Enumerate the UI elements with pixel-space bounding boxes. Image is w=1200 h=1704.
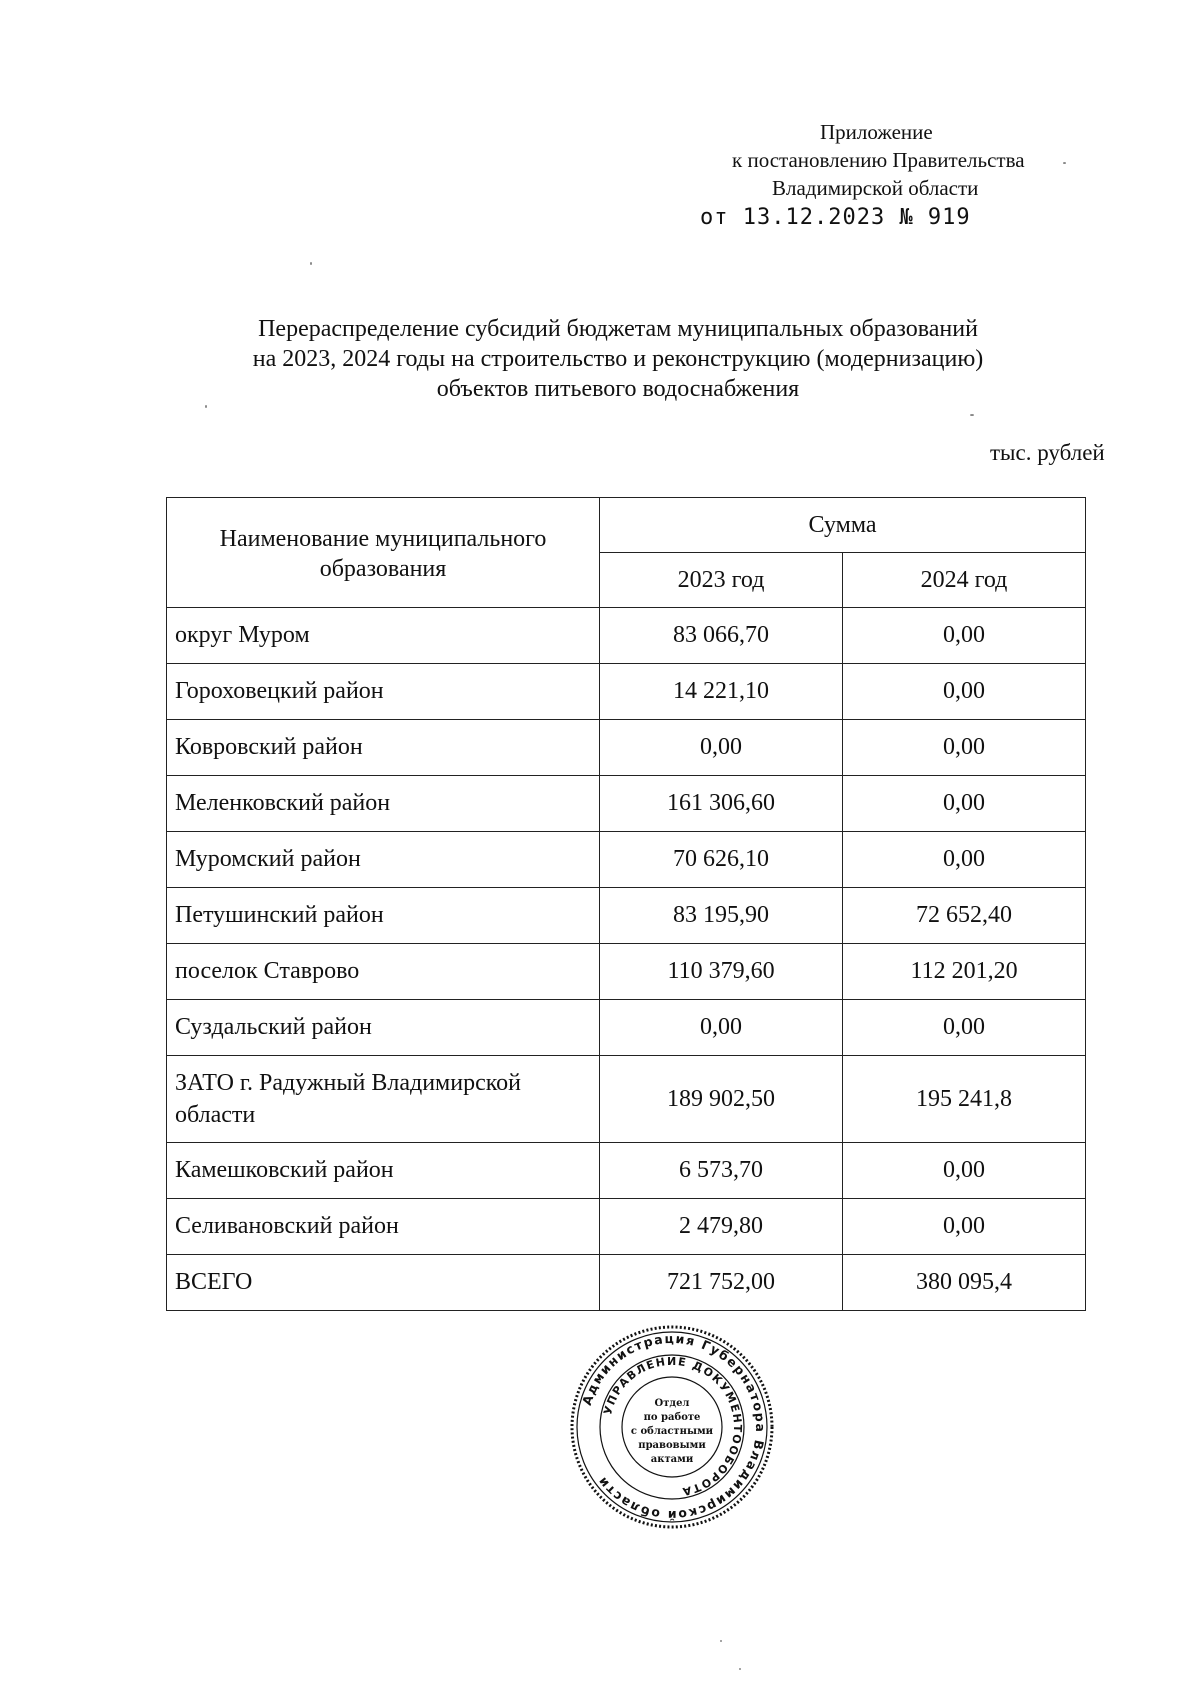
row-value-2024: 0,00 <box>843 1000 1086 1056</box>
row-value-2024: 0,00 <box>843 832 1086 888</box>
table-row <box>167 944 1086 1000</box>
row-name: Ковровский район <box>167 720 600 776</box>
table-row <box>167 608 1086 664</box>
row-value-2024: 0,00 <box>843 1199 1086 1255</box>
row-name: округ Муром <box>167 608 600 664</box>
row-value-2023: 110 379,60 <box>600 944 843 1000</box>
row-name: Меленковский район <box>167 776 600 832</box>
svg-text:Отдел: Отдел <box>654 1398 690 1409</box>
stamp-inner-text: УПРАВЛЕНИЕ ДОКУМЕНТООБОРОТА <box>601 1354 745 1499</box>
table-row <box>167 664 1086 720</box>
title-line-2: на 2023, 2024 годы на строительство и реконструкцию (модернизацию) <box>252 346 984 372</box>
row-name: Петушинский район <box>167 888 600 944</box>
appendix-label: Приложение <box>820 120 933 144</box>
column-header-sum: Сумма <box>600 498 1086 553</box>
scan-speck <box>739 1668 741 1670</box>
table-row <box>167 720 1086 776</box>
row-value-2024: 0,00 <box>843 776 1086 832</box>
row-name: Камешковский район <box>167 1143 600 1199</box>
scan-speck <box>1063 162 1066 164</box>
row-name: Селивановский район <box>167 1199 600 1255</box>
column-header-name: Наименование муниципального образования <box>167 498 600 608</box>
svg-text:с областными: с областными <box>630 1426 714 1437</box>
units-label: тыс. рублей <box>990 440 1105 465</box>
row-value-2024: 0,00 <box>843 1143 1086 1199</box>
row-value-2023: 189 902,50 <box>600 1056 843 1143</box>
row-name: поселок Ставрово <box>167 944 600 1000</box>
row-value-2024: 72 652,40 <box>843 888 1086 944</box>
title-line-1: Перераспределение субсидий бюджетам муниципальных образований <box>258 316 978 342</box>
svg-text:правовыми: правовыми <box>638 1440 706 1451</box>
row-value-2023: 0,00 <box>600 1000 843 1056</box>
table-row <box>167 1199 1086 1255</box>
stamp-outer-text: Администрация Губернатора Владимирской области <box>579 1330 769 1524</box>
scan-speck <box>310 262 312 265</box>
subsidy-table <box>166 497 1086 1311</box>
row-value-2023: 0,00 <box>600 720 843 776</box>
row-name: Суздальский район <box>167 1000 600 1056</box>
scan-speck <box>720 1640 722 1642</box>
stamp-center-text <box>631 1398 714 1465</box>
table-row <box>167 776 1086 832</box>
row-value-2023: 83 195,90 <box>600 888 843 944</box>
row-value-2023: 721 752,00 <box>600 1255 843 1311</box>
table-row <box>167 888 1086 944</box>
appendix-date-number: от 13.12.2023 № 919 <box>700 205 971 230</box>
row-value-2023: 161 306,60 <box>600 776 843 832</box>
scan-speck <box>970 414 974 416</box>
table-row <box>167 1000 1086 1056</box>
row-value-2024: 112 201,20 <box>843 944 1086 1000</box>
table-row-total <box>167 1255 1086 1311</box>
svg-text:по работе: по работе <box>643 1412 701 1423</box>
appendix-region: Владимирской области <box>772 176 979 200</box>
appendix-block <box>700 118 1050 232</box>
row-value-2023: 6 573,70 <box>600 1143 843 1199</box>
row-name: ВСЕГО <box>167 1255 600 1311</box>
row-name: Гороховецкий район <box>167 664 600 720</box>
title-line-3: объектов питьевого водоснабжения <box>436 376 800 402</box>
document-title <box>150 314 1086 404</box>
table-header-row <box>167 498 1086 553</box>
appendix-decree-ref: к постановлению Правительства <box>732 148 1025 172</box>
row-name: Муромский район <box>167 832 600 888</box>
row-name: ЗАТО г. Радужный Владимирской области <box>167 1056 600 1143</box>
row-value-2024: 0,00 <box>843 664 1086 720</box>
column-header-2024: 2024 год <box>843 553 1086 608</box>
svg-text:актами: актами <box>650 1454 694 1465</box>
row-value-2023: 70 626,10 <box>600 832 843 888</box>
table-row <box>167 1143 1086 1199</box>
row-value-2023: 83 066,70 <box>600 608 843 664</box>
row-value-2024: 195 241,8 <box>843 1056 1086 1143</box>
column-header-2023: 2023 год <box>600 553 843 608</box>
row-value-2023: 2 479,80 <box>600 1199 843 1255</box>
row-value-2024: 0,00 <box>843 720 1086 776</box>
table-row <box>167 832 1086 888</box>
table-row <box>167 1056 1086 1143</box>
official-stamp <box>567 1322 777 1532</box>
scan-speck <box>205 405 207 408</box>
row-value-2024: 380 095,4 <box>843 1255 1086 1311</box>
row-value-2024: 0,00 <box>843 608 1086 664</box>
row-value-2023: 14 221,10 <box>600 664 843 720</box>
